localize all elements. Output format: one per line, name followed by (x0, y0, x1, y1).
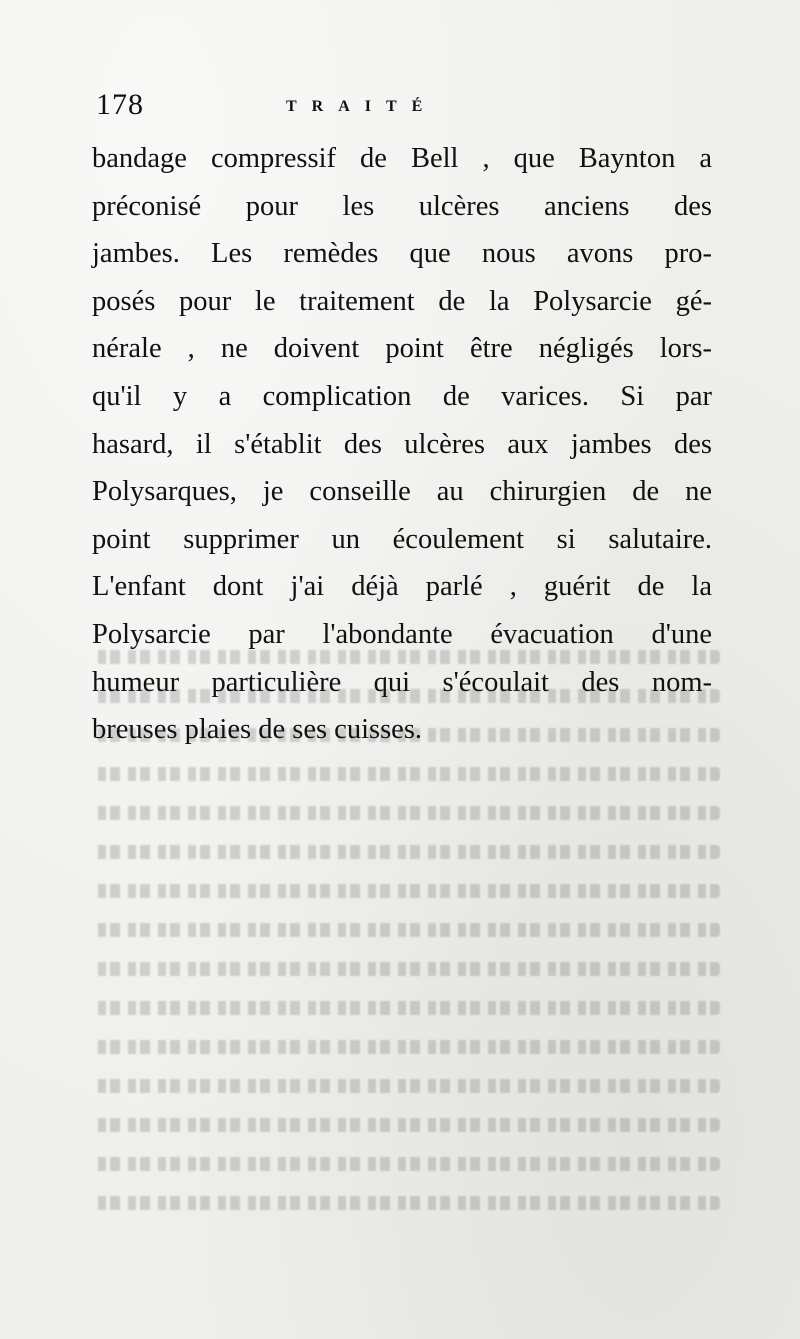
running-head: TRAITÉ (286, 98, 438, 115)
text-line: hasard, il s'établit des ulcères aux jambes des (92, 428, 712, 460)
text-line: posés pour le traitement de la Polysarcie gé- (92, 285, 712, 317)
text-line: bandage compressif de Bell , que Baynton a (92, 143, 712, 174)
text-line: Polysarcie par l'abondante évacuation d'une (92, 618, 712, 650)
text-line: Polysarques, je conseille au chirurgien de ne (92, 476, 712, 508)
body-paragraph (92, 135, 712, 754)
text-line: jambes. Les remèdes que nous avons pro- (92, 238, 712, 270)
text-line: L'enfant dont j'ai déjà parlé , guérit de la (92, 571, 712, 603)
text-line: breuses plaies de ses cuisses. (92, 714, 423, 746)
text-line: préconisé pour les ulcères anciens des (92, 190, 712, 222)
text-line: qu'il y a complication de varices. Si par (92, 380, 712, 412)
text-line: humeur particulière qui s'écoulait des nom- (92, 666, 712, 698)
text-line: nérale , ne doivent point être négligés lors- (92, 333, 712, 365)
text-line: point supprimer un écoulement si salutaire. (92, 523, 712, 555)
page-header (96, 88, 716, 128)
page-number: 178 (96, 88, 144, 121)
